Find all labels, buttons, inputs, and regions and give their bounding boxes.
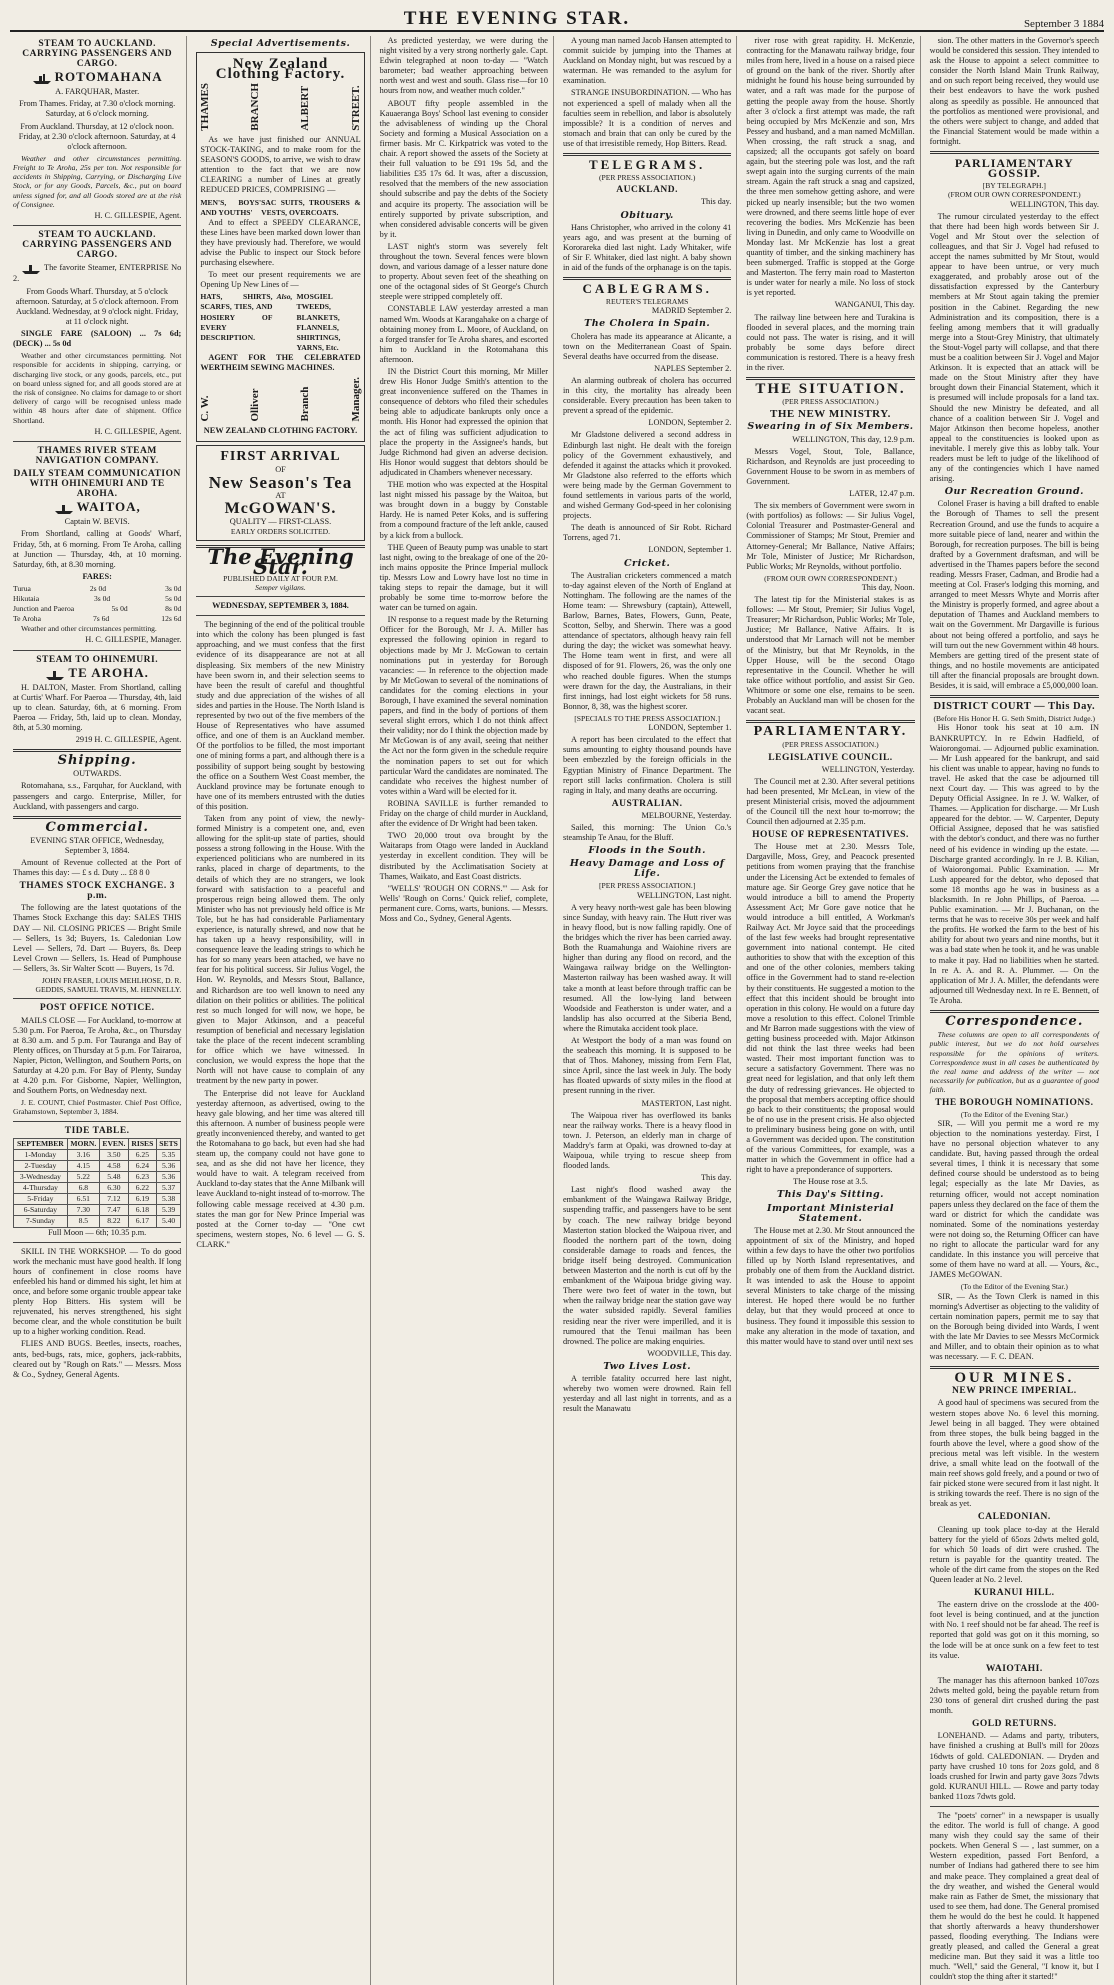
column-2 bbox=[193, 36, 370, 1985]
dateline: MASTERTON, Last night. bbox=[641, 1098, 732, 1108]
ad-text: Weather and other circumstances permitting. bbox=[21, 624, 157, 634]
article-text: The death is announced of Sir Robt. Richard Torrens, aged 71. bbox=[562, 523, 732, 543]
article-text: The six members of Government were sworn in (with portfolios) as follows: — Sir Julius Vogel, Colonial Treasurer and Postmaster-General and Commissioner of Stamps; Mr Stout, Premier and Attorney-General; Mr Ballance, Native Affairs; Mr Tole, Minister of Justice; Mr Richardson, Public Works; Mr Reynolds, without portfolio. bbox=[746, 501, 915, 571]
masthead-title: THE EVENING STAR. bbox=[403, 8, 631, 29]
article-text: CONSTABLE LAW yesterday arrested a man named Wm. Woods at Karangahake on a charge of obtaining money from L. Moore, of Auckland, on a forged transfer for Te Aroha shares, and escorted him to Auckland in the Rotomahana this afternoon. bbox=[379, 304, 548, 364]
subheading: Floods in the South. bbox=[588, 845, 706, 857]
section-heading: CABLEGRAMS. bbox=[582, 281, 712, 297]
section-heading: PARLIAMENTARY. bbox=[753, 724, 908, 740]
dateline: LONDON, September 2. bbox=[648, 418, 732, 428]
article-text: ABOUT fifty people assembled in the Kauaeranga Boys' School last evening to consider the advisableness of winding up the Choral Society and forming a Musical Association on a firmer basis. Mr C. Kirkpatrick was voted to the chair. A report showed the assets of the Society at their full valuation to be £91 19s 5d, and the liabilities £35 17s 6d. It was, after a discussion, resolved that the members of the new association should subscribe and pay the debts of the Society and acquire its property. The association will be entirely supported by private subscription, and when considered advisable concerts will be given by it. bbox=[379, 98, 548, 239]
article-text: Mr Gladstone delivered a second address in Edinburgh last night. He dealt with the foreign policy of the Government exhaustively, and defended it against the attacks which it provoked. Mr Gladstone also referred to the efforts which were being made by the German Government to found settlements in various parts of the world, and wished Germany God-speed in her colonising projects. bbox=[562, 430, 732, 521]
ad-text: SINGLE FARE (SALOON) ... 7s 6d; (DECK) ... 5s 0d bbox=[13, 328, 182, 349]
leader-text: Taken from any point of view, the newly-formed Ministry is a competent one, and, even allowing for the split-up state of parties, should possess a strong following in the House. With the experienced politicians who are numbered in its ranks, placed in charge of departments, to the details of which they are no strangers, we look forward with satisfaction to a peaceful and prosperous reign being allowed them. The only Minister who has not previously held office is Mr Tole, but he has had considerable Parliamentary experience, is naturally shrewd, and now that he has taken up a heavy responsibility, will in consequence leave the leading strings to which he has for so many years been attached, we have no fear for his political success. Sir Julius Vogel, the Hon. W. Reynolds, and Messrs Stout, Ballance, and Richardson are too well known to need any dilation on their politics or abilities. The political rest so much longed for will now, we hope, be given to Major Atkinson, and a peaceful resumption of beneficial and necessary legislation take the place of the recent indecent scrambling for office which we have witnessed. In conclusion, we would express the hope that the North will not have cause to complain of any treatment by the new party in power. bbox=[196, 813, 365, 1086]
section-heading: Correspondence. bbox=[945, 1014, 1084, 1030]
ad-heading: STEAM TO AUCKLAND. CARRYING PASSENGERS AND CARGO. bbox=[22, 230, 173, 261]
article-text: The Australian cricketers commenced a match to-day against eleven of the North of England at Nottingham. The following are the names of the Home team: — Shrewsbury (captain), Attewell, Barlow, Barnes, Bates, Flowers, Gunn, Peate, Scotton, Selby, and Sherwin. There was a good attendance of spectators, although heavy rain fell during the day; the wicket was somewhat heavy. The Home team went in first, and were all disposed of for 91. Flowers, 26, was the only one who reached double figures. When the stumps were drawn for the day, the Australians, in their first innings, had lost eight wickets for 58 runs. Bonnor, 8, 38, was the highest scorer. bbox=[562, 570, 732, 711]
fare-row: Te Aroha 7s 6d 12s 6d bbox=[13, 614, 182, 624]
subheading: (To the Editor of the Evening Star.) bbox=[960, 1109, 1068, 1119]
article-text: The eastern drive on the crosslode at the 400-foot level is being continued, and at the junction with No. 1 reef should not be far ahead. The reef is reported that gold was got on it this morning, so the lode will be at once sunk on a few feet to test its value. bbox=[929, 1600, 1099, 1660]
article-text: The House met at 2.30. Messrs Tole, Dargaville, Moss, Grey, and Peacock presented petitions from women praying that the franchise under the Licensing Act be extended to females of mature age. Sir George Grey gave notice that he would introduce a bill to amend the Property Assessment Act; Mr Gore gave notice that he would introduce a bill entitled, A Workman's Railway Act. Mr Joyce said that the proceedings of the last few weeks had brought representative government into national contempt. He cited authorities to show that with the exception of this and one of the other colonies, members taking office in the Government had to stand re-election by their constituents. He suggested a motion to the effect that this incident should be brought into operation in this colony. He would on a future day move a resolution to this effect. Colonel Trimble and Mr Barron made suggestions with the view of getting business proceeded with. Major Atkinson did not think the last three weeks had been wasted. Their most important function was to secure a satisfactory Government. There was no great need for legislation, and that only left them the duty of redressing grievances. He objected to the proposal that members accepting office should go back to their constituents; the proposal would be of no use in the present crisis. He also objected to preliminary business being gone on with, until a Government was decided upon. The constitution of the various Committees, for example, was a matter in which the Government in office had a right to have a preponderance of supporters. bbox=[746, 842, 915, 1175]
subheading: THE NEW MINISTRY. bbox=[770, 408, 891, 421]
ad-list: HATS, SHIRTS, SCARFS, TIES, AND HOSIERY OF EVERY DESCRIPTION. Also, MOSGIEL TWEEDS, BLANKETS, FLANNELS, SHIRTINGS, YARNS, Etc. bbox=[200, 292, 341, 352]
signature: J. E. COUNT, Chief Postmaster. Chief Post Office, Grahamstown, September 3, 1884. bbox=[13, 1098, 182, 1117]
article-text: STRANGE INSUBORDINATION. — Who has not experienced a spell of malady when all the faculties seem in rebellion, and labor is absolutely impossible? It is a condition of nerves and stomach and brain that can only be cured by the use of that irresistible remedy, Hop Bitters. Read. bbox=[562, 88, 732, 148]
dateline: This day. bbox=[700, 1173, 732, 1183]
subheading: The Cholera in Spain. bbox=[584, 318, 711, 330]
dateline: WOODVILLE, This day. bbox=[647, 1348, 732, 1358]
article-text: SIR, — As the Town Clerk is named in this morning's Advertiser as objecting to the validity of certain nomination papers, permit me to say that on the Borough being divided into Wards, I went with the late Mr Davies to see Messrs McCormick and Miller, and to obtain their opinion as to what was necessary. — F. C. DEAN. bbox=[929, 1291, 1099, 1362]
article-text: A terrible fatality occurred here last night, whereby two women were drowned. Rain fell yesterday and all last night in torrents, and as a result the Manawatu bbox=[562, 1373, 732, 1414]
subheading: KURANUI HILL. bbox=[974, 1588, 1055, 1599]
article-text: FLIES AND BUGS. Beetles, insects, roaches, ants, bed-bugs, rats, mice, gophers, jack-rabbits, cleared out by "Rough on Rats." — Messrs. Moss & Co., Sydney, General Agents. bbox=[13, 1339, 182, 1379]
subheading: (PER PRESS ASSOCIATION.) bbox=[782, 740, 879, 750]
ship-master: A. FARQUHAR, Master. bbox=[55, 87, 140, 97]
article-text: An alarming outbreak of cholera has occurred in this city, the mortality has already been considerable. Every precaution has been taken to prevent a spread of the epidemic. bbox=[562, 375, 732, 416]
subheading: [SPECIALS TO THE PRESS ASSOCIATION.] bbox=[574, 713, 721, 723]
steamship-icon bbox=[45, 668, 65, 680]
article-text: The following are the latest quotations of the Thames Stock Exchange this day: SALES THIS DAY — Nil. CLOSING PRICES — Bright Smile — Sellers, 1s 3d; Buyers, 1s. Caledonian Low Level — Sellers, 7d. Dart — Buyers, 8s. Deep Level Crown — Sellers, 1s. Head of Pumphouse — Sellers, 3s. Sir Walter Scott — Buyers, 1s 7d. bbox=[13, 903, 182, 973]
subheading: TIDE TABLE. bbox=[64, 1125, 130, 1136]
article-text: SKILL IN THE WORKSHOP. — To do good work the mechanic must have good health. If long hours of confinement in close rooms have enfeebled his hand or dimmed his sight, let him at once, and before some organic trouble appear take plenty Hop Bitters. His system will be rejuvenated, his nerves strengthened, his sight become clear, and the whole constitution be built up to a higher working condition. Read. bbox=[13, 1246, 182, 1337]
subheading: GOLD RETURNS. bbox=[972, 1719, 1057, 1730]
tea-ad: FIRST ARRIVAL OF New Season's Tea AT McGOWAN'S. QUALITY — FIRST-CLASS. EARLY ORDERS SOLICITED. bbox=[196, 445, 364, 541]
article-text: A report has been circulated to the effect that sums amounting to eighty thousand pounds have been embezzled by the foreign officials in the Egyptian Ministry of Finance Department. The report still lacks confirmation. Cholera is still raging in Italy, and many deaths are occurring. bbox=[562, 735, 732, 795]
subheading: (PER PRESS ASSOCIATION.) bbox=[782, 397, 879, 407]
section-heading: DISTRICT COURT — This Day. bbox=[933, 701, 1096, 713]
article-text: Hans Christopher, who arrived in the colony 41 years ago, and was present at the burning of Kororareka died last night. Lady Whitaker, wife of Sir F. Whitaker, died last night. A baby shown in aid of the funds of the orphanage is on the tapis. bbox=[562, 222, 732, 272]
article-text: The "poets' corner" in a newspaper is usually the editor. The world is full of change. A good many wish they could say the same of their pockets. When General S — , last summer, on a Western expedition, passed Fort Benford, a number of Indians had gathered there to see him and make peace. They complained a great deal of the dry weather, and wished the General would make rain as Father de Smet, the missionary that used to see them, had done. The General promised them he would do the best he could. It happened that shortly afterwards a heavy thundershower passed, flooding everything. The Indians were greatly pleased, and called the General a great medicine man. But they said it was a little too much. "Well," said the General, "I know it, but I couldn't stop the thing after it started!" bbox=[929, 1810, 1099, 1982]
ad-list: MEN'S, BOYS' AND YOUTHS' SAC SUITS, TROUSERS & VESTS, OVERCOATS. bbox=[200, 197, 361, 217]
subheading: EVENING STAR OFFICE, Wednesday, September 3, 1884. bbox=[30, 835, 165, 855]
article-text: MAILS CLOSE — For Auckland, to-morrow at 5.30 p.m. For Paeroa, Te Aroha, &c., on Thursday at 8.30 a.m. and 5 p.m. For Tauranga and Bay of Plenty offices, on Thursday at 5 p.m. For Tairaroa, Napier, Picton, Wellington, and Southern Ports, on Saturday at 4.20 p.m. For Bay of Plenty, Sunday at 4.20 p.m. For Gisborne, Napier, Wellington, and Southern Ports, on Wednesday next. bbox=[13, 1015, 182, 1096]
column-3 bbox=[377, 36, 554, 1985]
section-heading: PARLIAMENTARY GOSSIP. bbox=[954, 156, 1074, 181]
dateline: This day, Noon. bbox=[861, 583, 915, 592]
dateline: LATER, 12.47 p.m. bbox=[849, 489, 915, 499]
article-text: These columns are open to all correspondents of public interest, but we do not hold ourselves responsible for the opinions of writers. Correspondence must in all cases be authenticated by the real name and address of the writer — not necessarily for publication, but as a guarantee of good faith. bbox=[929, 1030, 1099, 1095]
signature: JOHN FRASER, LOUIS MEHLHOSE, D. R. GEDDIS, SAMUEL TRAVIS, M. HENNELLY. bbox=[35, 976, 182, 995]
ad-text: From Shortland, calling at Goods' Wharf, Friday, 5th, at 6 morning. From Te Aroha, calling at Junction — Thursday, 4th, at 10 morning. Saturday, 6th, at 8.30 morning. bbox=[13, 529, 182, 569]
subheading: LEGISLATIVE COUNCIL. bbox=[768, 752, 893, 763]
ad-signature: H. C. GILLESPIE, Agent. bbox=[94, 426, 182, 436]
article-text: Cleaning up took place to-day at the Herald battery for the yield of 65ozs 2dwts melted gold, for which 50 loads of dirt were crushed. The return is payable for the quantity treated. The whole of the dirt came from the stopes on the Red Queen leader at No. 2 level. bbox=[929, 1524, 1099, 1584]
table-row: 2-Tuesday 4.15 4.58 6.24 5.36 bbox=[14, 1160, 181, 1171]
article-text: The House rose at 3.5. bbox=[793, 1177, 868, 1187]
subheading: CALEDONIAN. bbox=[977, 1512, 1051, 1523]
subheading: OUTWARDS. bbox=[73, 769, 122, 779]
dateline: WELLINGTON, This day. bbox=[1009, 199, 1099, 209]
ad-text: From Thames. Friday, at 7.30 o'clock morning. Saturday, at 6 o'clock morning. bbox=[19, 99, 176, 119]
ad-text: The favorite Steamer, ENTERPRISE No 2. bbox=[13, 263, 182, 284]
ship-master: Captain W. BEVIS. bbox=[64, 517, 130, 527]
subheading: This Day's Sitting. bbox=[777, 1189, 884, 1201]
subheading: (FROM OUR OWN CORRESPONDENT.) bbox=[764, 573, 897, 583]
paper-date: WEDNESDAY, SEPTEMBER 3, 1884. bbox=[212, 601, 349, 611]
fare-row: Junction and Paeroa 5s 0d 8s 0d bbox=[13, 604, 182, 614]
ad-text: As we have just finished our ANNUAL STOCK-TAKING, and to make room for the SEASON'S GOODS, to arrive, we wish to draw attention to the fact that we are now CLEARING a number of Lines at greatly REDUCED PRICES, COMPRISING — bbox=[200, 134, 361, 195]
article-text: river rose with great rapidity. H. McKenzie, contracting for the Manawatu railway bridge, four miles from here, lived in a house on a raised piece of ground on the bank of the river. Shortly after midnight he found his house being surrounded by water, and a raft was made for the purpose of getting the people away from the house. Shortly after 3 o'clock a first attempt was made, the raft being occupied by Mrs McKenzie and son, Mrs Pessey and husband, and a man named McMillan. When crossing, the raft struck a snag, and capsized; all the occupants got safely on board again, but the steering pole was lost, and the raft swept again into the surging currents of the main stream. Again the raft struck a snag and capsized, the three men somehow getting ashore, and were picked up nearly insensible; but the two women were drowned, and there seems little hope of ever recovering the bodies. Mrs McKenzie has been living in Dunedin, and only came to Woodville on Monday last. Mr McKenzie has lost a great quantity of timber, and the sinking machinery has been submerged. Traffic is stopped at the Gorge and Masterton. The ferry main road to Masterton is under water for nearly a mile. No loss of stock is yet reported. bbox=[746, 36, 915, 298]
article-text: IN response to a request made by the Returning Officer for the Borough, Mr J. A. Miller has expressed the following opinion in regard to objections made by Mr J. McGowan to certain nominations put in yesterday for Borough vacancies: — In reference to the objection made by Mr McGowan to several of the nominations of candidates for the coming elections in your Borough, I have examined the several nomination papers, and find in the body of portions of them several slight errors, which I do not think affect their validity; nor do I think the objection made by Mr McGowan is of any avail, seeing that neither the Act nor the form given in the schedule require the nomination papers to set out for which particular Ward the candidates are nominated. The candidate who receives the highest number of votes within a Ward will be elected for it. bbox=[379, 615, 548, 796]
article-text: ROBINA SAVILLE is further remanded to Friday on the charge of child murder in Auckland, after the evidence of Dr Wright had been taken. bbox=[379, 798, 548, 829]
section-heading: Commercial. bbox=[45, 819, 149, 835]
section-heading: TELEGRAMS. bbox=[588, 157, 706, 173]
article-text: Rotomahana, s.s., Farquhar, for Auckland, with passengers and cargo. Enterprise, Miller, for Auckland, with passengers and cargo. bbox=[13, 781, 182, 811]
subheading: THAMES STOCK EXCHANGE. 3 p.m. bbox=[19, 881, 175, 902]
ad-text: Weather and other circumstances permitting. Freight to Te Aroha, 25s per ton. Not responsible for accidents in Shipping, Carrying, or Discharging Live Stock, or for any Goods, Parcels, &c., put on board unless signed for, and all Goods stored are at the risk of Consignee. bbox=[13, 153, 182, 209]
dateline: WANGANUI, This day. bbox=[834, 300, 915, 310]
article-text: The Council met at 2.30. After several petitions had been presented, Mr McLean, in view of the present Ministerial crisis, moved the adjournment of the Council till the next hour to-morrow; the Council then adjourned at 2.35 p.m. bbox=[746, 776, 915, 827]
dateline: NAPLES September 2. bbox=[654, 363, 732, 373]
article-text: The House met at 2.30. Mr Stout announced the appointment of six of the Ministry, and hoped within a few days to have the other two portfolios filled up by North Island representatives, and probably one of them from the Auckland district. It was intended to ask the House to appoint several Ministers to take charge of the missing interest. He hoped there would be no further delay, but that they would proceed at once to business. They found it impossible this session to make any alteration in the mode of taxation, and this matter would have to stand over until next ses bbox=[746, 1225, 915, 1346]
ship-name: ROTOMAHANA bbox=[13, 72, 181, 84]
section-heading: THE SITUATION. bbox=[755, 381, 906, 398]
article-text: SIR, — Will you permit me a word re my objection to the nominations yesterday. First, I have no personal objection whatever to any candidate. But, having passed through the ordeal several times, I think it is necessary that some defined course should be understood as to being legal; especially as the late Mr Davies, as returning officer, would not accept nomination papers unless they declared on the face of them the ward or district for which the candidate was nominated. Some of the nominations yesterday were not doing so, the Returning Officer can have no right to allocate the particular ward for any candidate. In this instance you will perceive that some of them have no ward at all. — Yours, &c., JAMES McGOWAN. bbox=[929, 1118, 1099, 1280]
table-row: 4-Thursday 6.8 6.30 6.22 5.37 bbox=[14, 1183, 181, 1194]
subheading: HOUSE OF REPRESENTATIVES. bbox=[752, 830, 909, 841]
masthead-date: September 3 1884 bbox=[1023, 18, 1104, 30]
ad-text: And to effect a SPEEDY CLEARANCE, these Lines have been marked down lower than they have previously had. Therefore, we would advise the Public to inspect our Stock before purchasing elsewhere. bbox=[200, 217, 361, 268]
article-text: The Waipoua river has overflowed its banks near the railway works. There is a heavy flood in town. J. Peterson, an elderly man in charge of Maddry's farm at Opaki, was drowned to-day at Waipoua, while trying to rescue sheep from flooded lands. bbox=[562, 1110, 732, 1171]
article-text: Sailed, this morning: The Union Co.'s steamship Te Anau, for the Bluff. bbox=[562, 822, 732, 843]
dateline: MADRID September 2. bbox=[651, 306, 732, 316]
subheading: Our Recreation Ground. bbox=[944, 486, 1084, 498]
paper-motto: Semper vigilans. bbox=[255, 582, 306, 592]
subheading: THE BOROUGH NOMINATIONS. bbox=[935, 1097, 1094, 1108]
ad-text: To meet our present requirements we are Opening Up New Lines of — bbox=[200, 270, 361, 290]
ad-text: Weather and other circumstances permitting. Not responsible for accidents in shipping, carrying, or discharging live stock, or any goods, parcels, etc., put on board unless signed for, and all goods stored are at the risk of consignee. No claims for damage to or short delivery of cargo will be recognised unless made within 48 hours after date of shipment. Office Shortland. bbox=[13, 351, 182, 425]
article-text: LAST night's storm was severely felt throughout the town. Several fences were blown down, and various damage of a lesser nature done to property. About seven feet of the sheathing on one of the octagonal sides of St George's Church steeple were stripped completely off. bbox=[379, 241, 548, 302]
masthead bbox=[10, 4, 1104, 32]
article-text: LONEHAND. — Adams and party, tributers, have finished a crushing at Bull's mill for 20ozs 16dwts of gold. CALEDONIAN. — Dryden and party have crushed 10 tons for 2ozs gold, and 8 loads crushed for Irwin and party gave 3ozs 7dwts gold. KURANUI HILL. — Rowe and party today banked 11ozs 7dwts gold. bbox=[929, 1731, 1099, 1801]
fare-row: Turua 2s 0d 3s 0d bbox=[13, 583, 182, 593]
article-text: Cholera has made its appearance at Alicante, a town on the Mediterranean Coast of Spain. Several deaths have occurred from the disease. bbox=[562, 331, 732, 361]
table-header-row: SEPTEMBER MORN. EVEN. RISES SETS bbox=[14, 1138, 181, 1149]
article-text: A good haul of specimens was secured from the western stopes above No. 6 level this morning. Jewel being in all bagged. They were obtained from three stopes, the bulk being bagged in the fourth above the level, where a good show of the precious metal was left visible. In the western drive, a small white lead on the footwall of the main reef shows gold freely, and a pound or two of fair picked stone were secured from it last night. It is striking towards the reef. There is no sign of the break as yet. bbox=[929, 1398, 1099, 1509]
subheading: Cricket. bbox=[624, 557, 671, 569]
subheading: WAIOTAHI. bbox=[985, 1663, 1043, 1674]
ad-rotated-heading: C. W. Olliver Branch Manager. bbox=[199, 377, 362, 422]
table-row: 6-Saturday 7.30 7.47 6.18 5.39 bbox=[14, 1205, 181, 1216]
article-text: Messrs Vogel, Stout, Tole, Ballance, Richardson, and Reynolds are just proceeding to Government House to be sworn in as members of Government. bbox=[746, 446, 915, 486]
article-text: "WELLS' 'ROUGH ON CORNS.'" — Ask for Wells' 'Rough on Corns.' Quick relief, complete, permanent cure. Corns, warts, bunions. — Messrs. Moss and Co., Sydney, General Agents. bbox=[379, 883, 548, 923]
article-text: A very heavy north-west gale has been blowing since Sunday, with heavy rain. The Hutt river was in heavy flood, but is now falling rapidly. One of the bridges which the river has been carried away. Both the Ruamahunga and Waiohine rivers are higher than during any flood on record, and the Waingawa railway bridge on the Wellington-Masterton railway has been washed away. It will take a month at least before through traffic can be resumed. All the low-lying land between Woodside and Featherston is under water, and a landslip has also occurred at the Siberia Bend, where the Rimutaka accident took place. bbox=[562, 902, 732, 1033]
article-text: TWO 20,000 trout ova brought by the Waitaraps from Otago were landed in Auckland yesterday in excellent condition. They will be distributed by the Acclimatisation Society at Thames, Waikato, and East Coast districts. bbox=[379, 831, 548, 881]
ad-text: From Auckland. Thursday, at 12 o'clock noon. Friday, at 2.30 o'clock afternoon. Saturday, at 4 o'clock afternoon. bbox=[18, 121, 176, 151]
article-text: The latest tip for the Ministerial stakes is as follows: — Mr Stout, Premier; Sir Julius Vogel, Treasurer; Mr Richardson, Public Works; Mr Tole, Justice; Mr Ballance, Native Affairs. It is understood that Mr Larnach will not be member of the Ministry, but that Mr Reynolds, in the Upper House, will be the second Otago representative in the Council. Whether he will take office without portfolio, and assist Sir Geo. Whitmore or some one else, remains to be seen. Probably an Auckland man will be chosen for the vacant seat. bbox=[746, 595, 915, 716]
ship-name: WAITOA, bbox=[13, 502, 181, 514]
article-text: His Honor took his seat at 10 a.m. IN BANKRUPTCY. In re Edwin Hadfield, of Waiorongomai. — Adjourned public examination. — Mr Lush appeared for the bankrupt, and said his client was unable to appear, having no funds to travel. He asked that the case be adjourned till next Court day. — This was agreed to by the Deputy Official Assignee. In re J. W. Walker, of Thames. — Application for discharge. — Mr Lush appeared for the debtor. — W. Carpenter, Deputy Official Assignee, deposed that he was satisfied with the debtor's conduct, and there was no further need of his evidence in winding up the estate. — Discharge granted accordingly. In re J. B. Kilian, of Waiorongomai. Public Examination. — Mr Lush appeared for the debtor, who deposed that some 18 months ago he was in business as a blacksmith. In re John Phillips, of Paeroa. — Public examination. — Mr J. Buchanan, on the terms that he was to receive 30s per week and half the profits. He worked the farm to the best of his ability for about two years and nine months, but it was a bad state when he took it, and he was unable to make it pay. Had no liabilities when he started. In re A. A. and R. A. Plummer. — On the application of Mr J. A. Miller, the defendants were adjourned till Wednesday next. In re E. Bennett, of Te Aroha. bbox=[929, 723, 1099, 1005]
column-6 bbox=[927, 36, 1104, 1985]
steamship-icon bbox=[32, 72, 52, 84]
article-text: Amount of Revenue collected at the Port of Thames this day: — £ s d. Duty ... £8 8 0 bbox=[13, 857, 182, 878]
article-text: sion. The other matters in the Governor's speech would be considered this session. They intended to ask the House to appoint a select committee to consider the North Island Main Trunk Railway, and on such report being received, they would use their best endeavors to have the work pushed along as speedily as possible. He announced that the portfolios as mentioned were provisional, and the others were subject to change, and added that the Financial Statement would be made within a fortnight. bbox=[929, 36, 1099, 146]
table-note: Full Moon — 6th; 10.35 p.m. bbox=[48, 1227, 147, 1237]
subheading: POST OFFICE NOTICE. bbox=[39, 1003, 155, 1014]
subheading: AUSTRALIAN. bbox=[611, 798, 683, 809]
section-heading: Special Advertisements. bbox=[210, 38, 351, 49]
fares-list bbox=[13, 584, 181, 624]
steamship-icon bbox=[54, 502, 74, 514]
ad-heading: DAILY STEAM COMMUNICATION WITH OHINEMURI AND TE AROHA. bbox=[13, 469, 181, 500]
table-row: 7-Sunday 8.5 8.22 6.17 5.40 bbox=[14, 1216, 181, 1227]
dateline: MELBOURNE, Yesterday. bbox=[641, 810, 732, 820]
column-5 bbox=[743, 36, 920, 1985]
ad-heading: STEAM TO OHINEMURI. bbox=[36, 654, 159, 665]
ad-footer: NEW ZEALAND CLOTHING FACTORY. bbox=[203, 425, 358, 435]
fare-row: Hikutaia 3s 0d 5s 0d bbox=[13, 593, 182, 603]
dateline: WELLINGTON, Yesterday. bbox=[821, 764, 915, 774]
ship-name: TE AROHA. bbox=[13, 668, 181, 680]
article-text: As predicted yesterday, we were during the night visited by a very strong northerly gale. Capt. Edwin telegraphed at noon to-day — "Watch barometer; bad weather approaching between north west and west and south. Glass rise—for 10 hours from now, and weather much colder." bbox=[379, 36, 548, 96]
subheading: Two Lives Lost. bbox=[603, 1360, 692, 1372]
subheading: Swearing in of Six Members. bbox=[747, 421, 914, 433]
ad-heading: THAMES RIVER STEAM NAVIGATION COMPANY. bbox=[35, 445, 159, 466]
column-1 bbox=[10, 36, 187, 1985]
paper-title: The Evening Star. bbox=[207, 543, 354, 579]
clothing-ad bbox=[196, 52, 364, 442]
ad-text: AGENT FOR THE CELEBRATED WERTHEIM SEWING MACHINES. bbox=[200, 352, 361, 373]
dateline: WELLINGTON, Last night. bbox=[637, 890, 732, 900]
steamship-icon bbox=[21, 262, 41, 274]
section-heading: OUR MINES. bbox=[954, 1370, 1075, 1387]
subheading: [PER PRESS ASSOCIATION.] bbox=[598, 881, 696, 891]
article-text: Colonel Fraser is having a bill drafted to enable the Borough of Thames to sell the present Recreation Ground, and use the funds to acquire a more suitable piece of land, nearer and within the Borough, for recreation purposes. The bill is being drafted by a Government draftsman, and will be advertised in the Thames papers before the second reading. Messrs Fraser, Cadman, and Brodie had a meeting at Col. Fraser's lodging this morning, and arranged to meet Messrs Whyte and Morris after the Ministry is properly formed, and agree about a deputation of Thames and Auckland members to wait on the Government. Mr Dargaville is furious about not being offered a portfolio, and says he will turn out the new Government within 48 hours. Members are getting tired of the present state of things, and no hostile movements are anticipated till after the financial proposals are brought down. Besides, it is said, will embrace a £5,000,000 loan. bbox=[929, 499, 1099, 691]
subheading: Important Ministerial Statement. bbox=[767, 1202, 894, 1224]
ad-text: From Goods Wharf. Thursday, at 5 o'clock afternoon. Saturday, at 5 o'clock afternoon. From Auckland. Wednesday, at 9 o'clock night. Friday, at 11 o'clock night. bbox=[15, 286, 179, 326]
ad-title: New Zealand Clothing Factory. bbox=[215, 56, 346, 83]
columns bbox=[10, 32, 1104, 1982]
article-text: A young man named Jacob Hansen attempted to commit suicide by jumping into the Thames at Auckland on Monday night, but was rescued by a waterman. He was remanded to the asylum for examination. bbox=[562, 36, 732, 86]
table-row: 5-Friday 6.51 7.12 6.19 5.38 bbox=[14, 1194, 181, 1205]
article-text: IN the District Court this morning, Mr Miller drew His Honor Judge Smith's attention to the great inconvenience suffered on the Thames in consequence of debtors who filed their schedules being able to adjudicate bankrupts only once a month. His Honor had expressed the opinion that the act of filing was sufficient adjudication to place the property in the Assignee's hands, but Judge Richmond had given an adverse decision. His Honor would suggest that debtors should be adjudicated in Chambers whenever necessary. bbox=[379, 367, 548, 477]
fares-title: FARES: bbox=[82, 571, 112, 581]
subheading: (PER PRESS ASSOCIATION.) bbox=[598, 173, 696, 183]
subheading: NEW PRINCE IMPERIAL. bbox=[952, 1386, 1077, 1397]
subheading: [BY TELEGRAPH.] bbox=[982, 181, 1046, 191]
article-text: The rumour circulated yesterday to the effect that there had been high words between Sir J. Vogel and Mr Stout over the selection of colleagues, and that Sir J. Vogel had refused to accept the names submitted by Mr Stout, would appear to have been untrue, or very much exaggerated, and probably arose out of the dissatisfaction expressed by the Canterbury members at Mr Stout again taking the premier position in the Cabinet. Regarding the new Administration and its composition, there is a feeling among members that it will gradually merge into a Stout-Grey Ministry, that ultimately the Stout-Vogel party will collapse, and that there must be a coalition between Sir J. Vogel and Major Atkinson. It is expected that an attack will be made on the Stout Ministry after they have brought down their Financial Statement, which it is presumed will include proposals for a land tax. Should the new Ministry be defeated, and all chance of a coalition between Sir J. Vogel and Major Atkinson then become hopeless, another appeal to the constituencies is looked upon as inevitable. I merely give this as lobby talk. Your readers must be left to judge of the likelihood of any of the contingencies which I have named arising. bbox=[929, 211, 1099, 484]
column-4 bbox=[560, 36, 737, 1985]
ad-heading: STEAM TO AUCKLAND. CARRYING PASSENGERS AND CARGO. bbox=[22, 39, 173, 70]
dateline: WELLINGTON, This day, 12.9 p.m. bbox=[792, 434, 915, 444]
article-text: The railway line between here and Turakina is flooded in several places, and the morning train could not pass. The water is rising, and it will probably be some days before direct communication is restored. There is a heavy fresh in the river. bbox=[746, 312, 915, 372]
subheading: (To the Editor of the Evening Star.) bbox=[960, 1282, 1068, 1292]
dateline: This day. bbox=[700, 197, 732, 207]
dateline: LONDON, September 1. bbox=[648, 723, 732, 733]
subheading: Obituary. bbox=[620, 209, 674, 221]
table-row: 3-Wednesday 5.22 5.48 6.23 5.36 bbox=[14, 1172, 181, 1183]
paper-subtitle: PUBLISHED DAILY AT FOUR P.M. bbox=[223, 573, 338, 583]
section-heading: Shipping. bbox=[57, 753, 137, 769]
ad-signature: 2919 H. C. GILLESPIE, Agent. bbox=[75, 735, 182, 745]
dateline: LONDON, September 1. bbox=[648, 545, 732, 555]
table-row: 1-Monday 3.16 3.50 6.25 5.35 bbox=[14, 1149, 181, 1160]
tide-table bbox=[13, 1138, 181, 1228]
subheading: (Before His Honor H. G. Seth Smith, District Judge.) bbox=[933, 714, 1096, 724]
subheading: REUTER'S TELEGRAMS bbox=[605, 297, 689, 307]
article-text: The manager has this afternoon banked 107ozs 2dwts melted gold, being the payable return from 230 tons of general dirt crushed during the past month. bbox=[929, 1675, 1099, 1716]
ad-signature: H. C. GILLESPIE, Agent. bbox=[94, 211, 182, 221]
subheading: AUCKLAND. bbox=[616, 185, 679, 196]
leader-text: The Enterprise did not leave for Auckland yesterday afternoon, as advertised, owing to the heavy gale blowing, and her time was altered till this afternoon. A number of business people were greatly inconvenienced thereby, and wanted to get the Rotomahana to go back, but even had she had steam up, the company could not have gone to sea, and as she did not have her licence, they would have to wait. A telegram received from Auckland to-day states that the Anne Milbank will leave Auckland to-night instead of to-morrow. The following cable message received at 4.30 p.m. states the man gor for New Prince Imperial was posted at the Corner to-day — "One cwt specimens, western stopes, No. 6 level — G. S. CLARK." bbox=[196, 1088, 365, 1249]
article-text: THE Queen of Beauty pump was unable to start last night, owing to the breakage of one of the 20-inch mains opposite the Prince Imperial mullock tip. Messrs Low and Lowry have lost no time in taking steps to repair the damage, but it will probably be some time to-morrow before the water can be turned on again. bbox=[379, 542, 548, 613]
ad-text: H. DALTON, Master. From Shortland, calling at Curtis' Wharf. For Paeroa — Thursday, 4th, laid up to clean. Saturday, 6th, at 6 morning. From Paeroa — Friday, 5th, laid up to clean. Monday, 8th, at 5.30 morning. bbox=[13, 682, 182, 733]
article-text: Last night's flood washed away the embankment of the Waingawa Railway Bridge, suspending traffic, and passengers have to be sent by coach. The new railway bridge beyond Masterton station blocked the Waipoua river, and flooded the northern part of the town, doing considerable damage to roads and fences, the bridge itself being destroyed. Communication between Masterton and the north is cut off by the embankment of the Waipoua bridge giving way. There were two feet of water in the town, but when the railway bridge near the station gave way the water subsided rapidly. Several families residing near the river were imperilled, and it is rumoured that the Tenui mailman has been drowned. The police are making enquiries. bbox=[562, 1185, 732, 1346]
ad-signature: H. C. GILLESPIE, Manager. bbox=[85, 635, 182, 645]
leader-text: The beginning of the end of the political trouble into which the colony has been plunged is fast approaching, and we must confess that the first evidence of its disappearance are not at all displeasing. Six members of the new Ministry have been sworn in, and their selection seems to have been the result of careful and thoughtful study and due appreciation of the wishes of all sides and parties in the House. The North Island is represented by two out of the five members of the House of Representatives who have assumed office, and one of them is an Auckland member. Of the portfolios to be filled, the most important one of mining forms a part, and although there is a possibility of support being sought by bestowing the office on a Southern West Coast member, the Auckland province may be fortunate enough to have one of its members entrusted with the duties of this position. bbox=[196, 620, 365, 811]
article-text: THE motion who was expected at the Hospital last night missed his passage by the Waitoa, but was brought down in a buggy by Constable Hardy. He is named Peter Koks, and is suffering from a compound fracture of the left ankle, caused by a kick from a bullock. bbox=[379, 480, 548, 540]
article-text: At Westport the body of a man was found on the seabeach this morning. It is supposed to be that of Thos. Mahoney, missing from Fern Flat, since April, since the last week in July. The body has floated upwards of sixty miles in the flood at present running in the river. bbox=[562, 1035, 732, 1096]
subheading: (FROM OUR OWN CORRESPONDENT.) bbox=[947, 190, 1081, 200]
ad-rotated-heading: THAMES BRANCH ALBERT STREET. bbox=[199, 83, 362, 131]
subheading: Heavy Damage and Loss of Life. bbox=[569, 858, 725, 880]
